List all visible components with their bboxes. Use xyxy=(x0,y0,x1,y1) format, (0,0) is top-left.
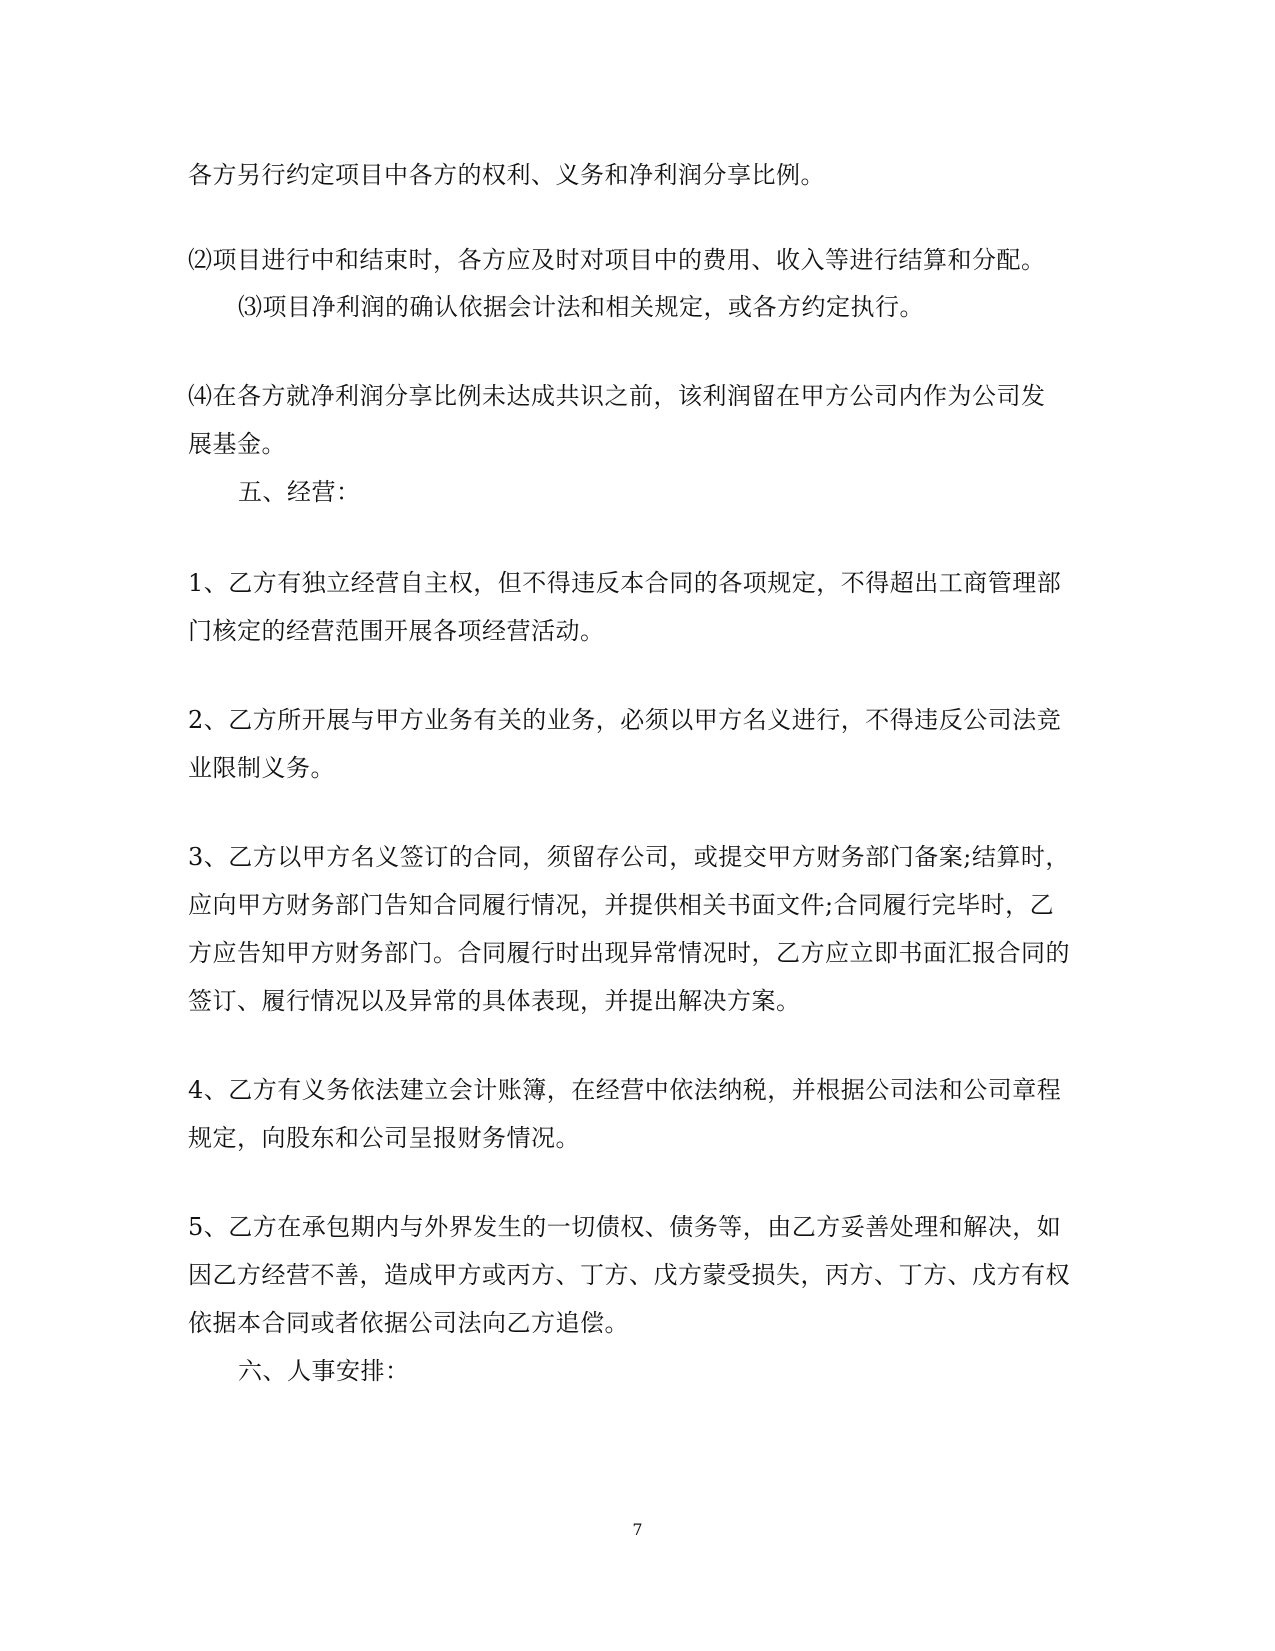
paragraph-3-line-1: ⑶项目净利润的确认依据会计法和相关规定，或各方约定执行。 xyxy=(238,293,924,321)
paragraph-9-line-1: 4、乙方有义务依法建立会计账簿，在经营中依法纳税，并根据公司法和公司章程 xyxy=(188,1076,1062,1104)
paragraph-10-line-1: 5、乙方在承包期内与外界发生的一切债权、债务等，由乙方妥善处理和解决，如 xyxy=(188,1213,1062,1241)
paragraph-6-line-2: 门核定的经营范围开展各项经营活动。 xyxy=(188,617,605,645)
paragraph-10-line-3: 依据本合同或者依据公司法向乙方追偿。 xyxy=(188,1309,629,1337)
paragraph-8-line-2: 应向甲方财务部门告知合同履行情况，并提供相关书面文件;合同履行完毕时，乙 xyxy=(188,891,1055,919)
paragraph-7-line-1: 2、乙方所开展与甲方业务有关的业务，必须以甲方名义进行，不得违反公司法竞 xyxy=(188,706,1062,734)
paragraph-8-line-4: 签订、履行情况以及异常的具体表现，并提出解决方案。 xyxy=(188,987,801,1015)
paragraph-8-line-1: 3、乙方以甲方名义签订的合同，须留存公司，或提交甲方财务部门备案;结算时， xyxy=(188,843,1070,871)
paragraph-8-line-3: 方应告知甲方财务部门。合同履行时出现异常情况时，乙方应立即书面汇报合同的 xyxy=(188,939,1070,967)
paragraph-6-line-1: 1、乙方有独立经营自主权，但不得违反本合同的各项规定，不得超出工商管理部 xyxy=(188,569,1062,597)
paragraph-1-line-1: 各方另行约定项目中各方的权利、义务和净利润分享比例。 xyxy=(188,161,825,189)
paragraph-9-line-2: 规定，向股东和公司呈报财务情况。 xyxy=(188,1124,580,1152)
paragraph-7-line-2: 业限制义务。 xyxy=(188,754,335,782)
section-heading-5: 五、经营： xyxy=(238,478,361,506)
paragraph-4-line-2: 展基金。 xyxy=(188,430,286,458)
section-heading-6: 六、人事安排： xyxy=(238,1357,410,1385)
paragraph-10-line-2: 因乙方经营不善，造成甲方或丙方、丁方、戊方蒙受损失，丙方、丁方、戊方有权 xyxy=(188,1261,1070,1289)
paragraph-2-line-1: ⑵项目进行中和结束时，各方应及时对项目中的费用、收入等进行结算和分配。 xyxy=(188,246,1046,274)
page-number: 7 xyxy=(632,1520,643,1539)
paragraph-4-line-1: ⑷在各方就净利润分享比例未达成共识之前，该利润留在甲方公司内作为公司发 xyxy=(188,382,1046,410)
